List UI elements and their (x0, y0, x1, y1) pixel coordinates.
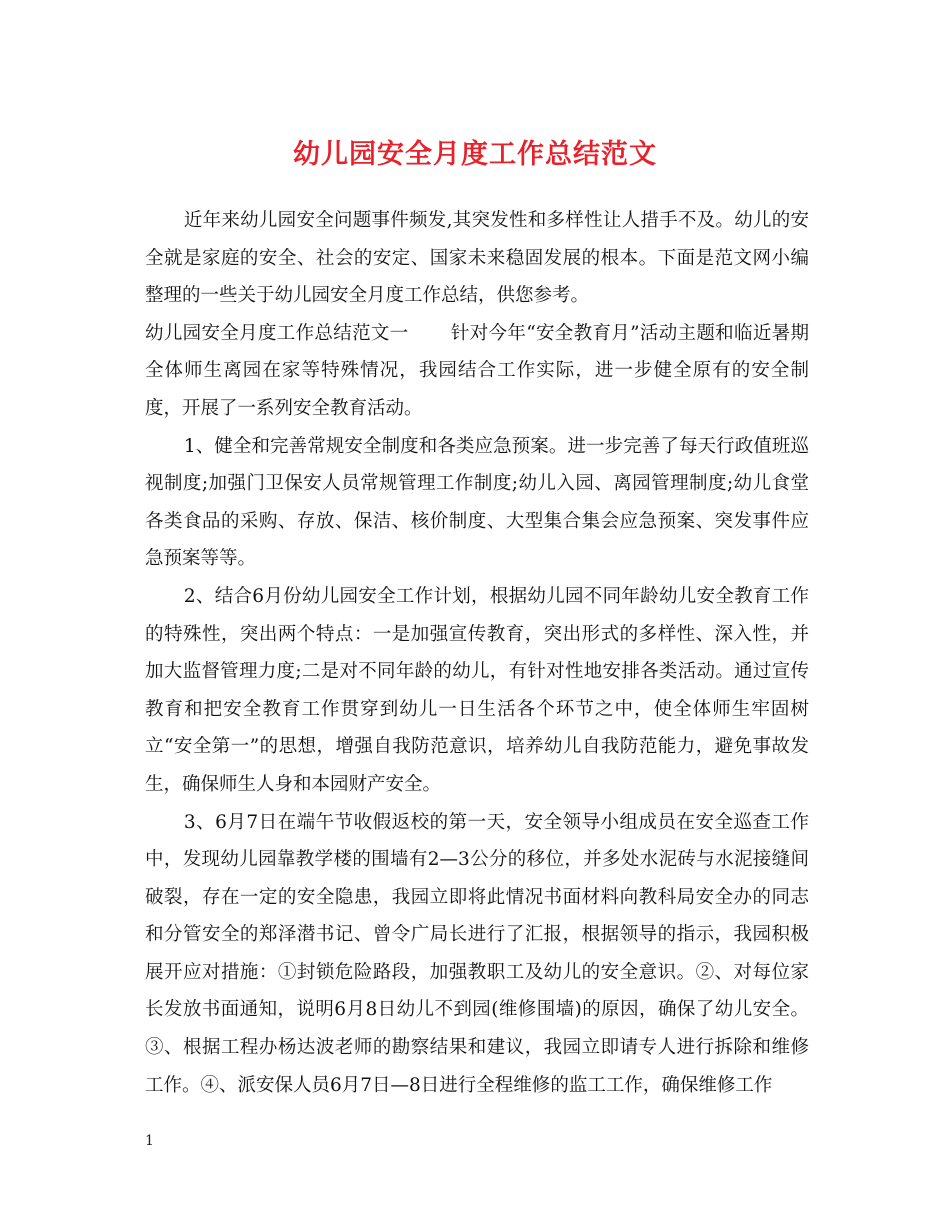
point-paragraph-3: 3、6月7日在端午节收假返校的第一天，安全领导小组成员在安全巡查工作中，发现幼儿园靠教学楼的围墙有2—3公分的移位，并多处水泥砖与水泥接缝间破裂，存在一定的安全隐患，我园立即将此情况书面材料向教科局安全办的同志和分管安全的郑泽潜书记、曾令广局长进行了汇报，根据领导的指示，我园积极展开应对措施：①封锁危险路段，加强教职工及幼儿的安全意识。②、对每位家长发放书面通知，说明6月8日幼儿不到园(维修围墙)的原因，确保了幼儿安全。③、根据工程办杨达波老师的勘察结果和建议，我园立即请专人进行拆除和维修工作。④、派安保人员6月7日—8日进行全程维修的监工工作，确保维修工作 (145, 811, 809, 1096)
point-paragraph-1: 1、健全和完善常规安全制度和各类应急预案。进一步完善了每天行政值班巡视制度;加强门卫保安人员常规管理工作制度;幼儿入园、离园管理制度;幼儿食堂各类食品的采购、存放、保洁、核价制度、大型集合集会应急预案、突发事件应急预案等等。 (145, 435, 809, 570)
section-heading: 幼儿园安全月度工作总结范文一 (145, 322, 409, 344)
page-number: 1 (145, 1133, 154, 1149)
section-paragraph (145, 315, 809, 428)
section-lead: 针对今年“安全教育月”活动主题和临近暑期全体师生离园在家等特殊情况，我园结合工作实际，进一步健全原有的安全制度，开展了一系列安全教育活动。 (145, 322, 809, 419)
document-body (145, 202, 809, 1104)
point-paragraph-2: 2、结合6月份幼儿园安全工作计划，根据幼儿园不同年龄幼儿安全教育工作的特殊性，突出两个特点：一是加强宣传教育，突出形式的多样性、深入性，并加大监督管理力度;二是对不同年龄的幼儿，有针对性地安排各类活动。通过宣传教育和把安全教育工作贯穿到幼儿一日生活各个环节之中，使全体师生牢固树立“安全第一”的思想，增强自我防范意识，培养幼儿自我防范能力，避免事故发生，确保师生人身和本园财产安全。 (145, 585, 809, 795)
document-title: 幼儿园安全月度工作总结范文 (293, 139, 657, 170)
intro-paragraph: 近年来幼儿园安全问题事件频发,其突发性和多样性让人措手不及。幼儿的安全就是家庭的安全、社会的安定、国家未来稳固发展的根本。下面是范文网小编整理的一些关于幼儿园安全月度工作总结，供您参考。 (145, 210, 809, 307)
